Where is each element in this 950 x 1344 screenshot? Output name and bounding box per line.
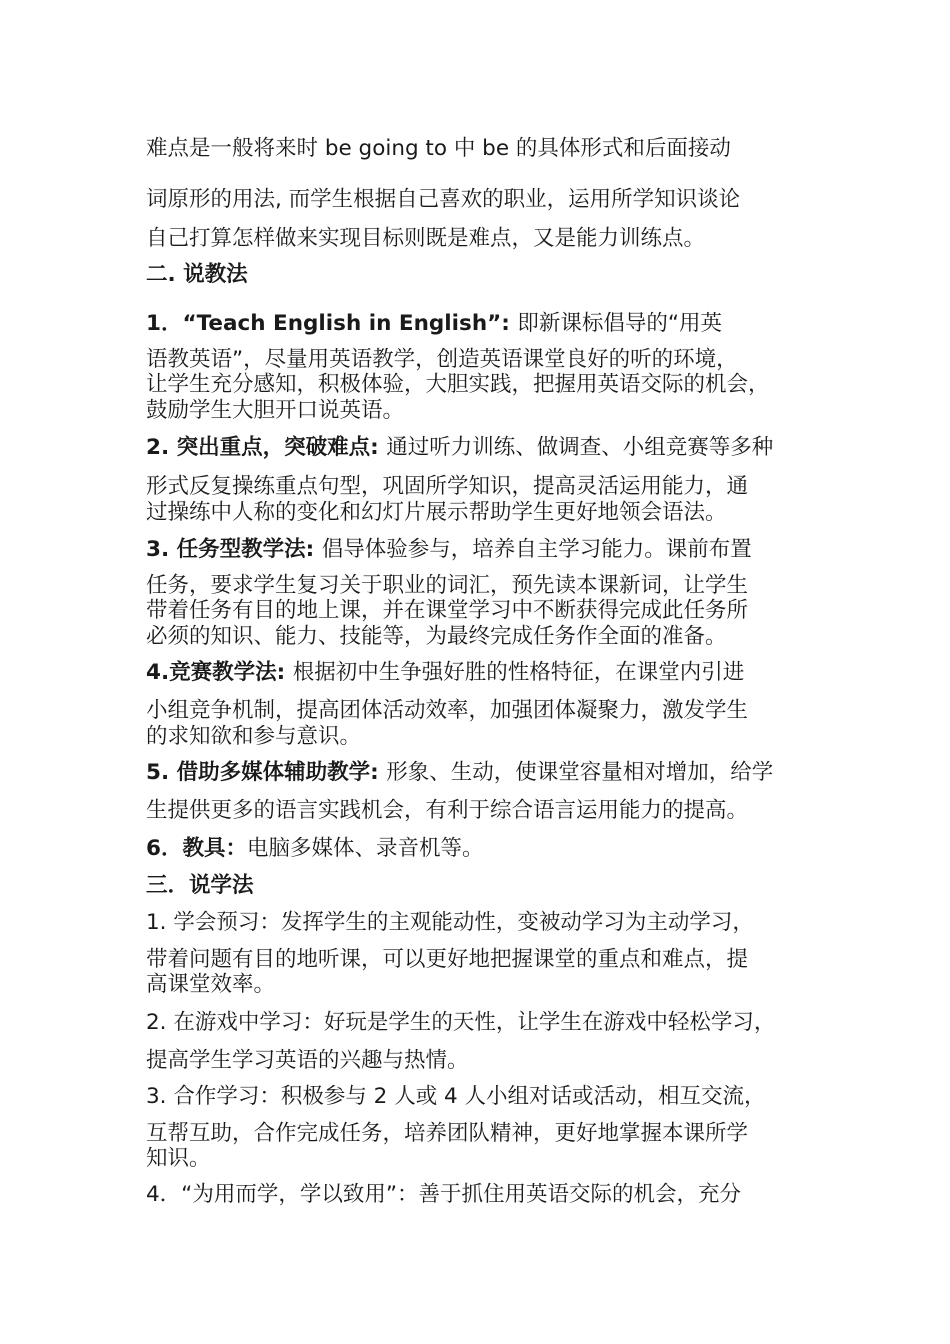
bold-run: 1．“Teach English in English”: [146,311,518,336]
text-run: 4．“为用而学，学以致用”：善于抓住用英语交际的机会，充分 [146,1182,741,1207]
text-line [146,311,816,337]
text-run: 带着任务有目的地上课，并在课堂学习中不断获得完成此任务所 [146,598,749,623]
text-run: 3. 合作学习：积极参与 2 人或 4 人小组对话或活动，相互交流， [146,1084,766,1109]
text-run: 即新课标倡导的“用英 [517,311,722,336]
text-line [146,226,816,252]
text-line [146,598,816,624]
text-line [146,836,816,862]
text-run: 互帮互助，合作完成任务，培养团队精神，更好地掌握本课所学 [146,1121,749,1146]
text-run: 让学生充分感知，积极体验，大胆实践，把握用英语交际的机会， [146,372,770,397]
text-line [146,474,816,500]
text-run: 的求知欲和参与意识。 [146,724,362,749]
text-run: 1. 学会预习：发挥学生的主观能动性，变被动学习为主动学习， [146,910,754,935]
text-line [146,1010,816,1036]
text-line [146,372,816,398]
text-line [146,660,816,686]
text-run: 带着问题有目的地听课，可以更好地把握课堂的重点和难点，提 [146,947,749,972]
text-run: 形象、生动，使课堂容量相对增加，给学 [386,760,774,785]
text-run: 根据初中生争强好胜的性格特征，在课堂内引进 [292,660,745,685]
text-line [146,1048,816,1074]
text-line [146,398,816,424]
text-line [146,1182,816,1208]
text-run: 语教英语”，尽量用英语教学，创造英语课堂良好的听的环境， [146,347,738,372]
text-line [146,435,816,461]
text-run: 高课堂效率。 [146,972,276,997]
text-run: 难点是一般将来时 be going to 中 be 的具体形式和后面接动 [146,136,731,161]
text-line [146,136,816,162]
text-line [146,910,816,936]
bold-run: 2. 突出重点，突破难点: [146,435,387,460]
text-run: 形式反复操练重点句型，巩固所学知识，提高灵活运用能力，通 [146,474,749,499]
text-line [146,500,816,526]
bold-run: 4.竞赛教学法: [146,660,293,685]
text-run: 自己打算怎样做来实现目标则既是难点，又是能力训练点。 [146,226,706,251]
text-run: 提高学生学习英语的兴趣与热情。 [146,1048,469,1073]
text-line [146,798,816,824]
text-line [146,262,816,288]
text-run: 倡导体验参与，培养自主学习能力。课前布置 [321,537,752,562]
text-run: 2. 在游戏中学习：好玩是学生的天性，让学生在游戏中轻松学习， [146,1010,776,1035]
text-line [146,187,816,213]
text-run: 过操练中人称的变化和幻灯片展示帮助学生更好地领会语法。 [146,500,727,525]
text-line [146,972,816,998]
bold-run: 二. 说教法 [146,262,248,287]
text-line [146,624,816,650]
text-line [146,698,816,724]
text-line [146,347,816,373]
bold-run: 三．说学法 [146,873,254,898]
text-line [146,1084,816,1110]
text-line [146,873,816,899]
text-line [146,573,816,599]
bold-run: 5. 借助多媒体辅助教学: [146,760,387,785]
text-line [146,760,816,786]
text-run: 电脑多媒体、录音机等。 [246,836,484,861]
text-run: 知识。 [146,1146,211,1171]
text-run: 小组竞争机制，提高团体活动效率，加强团体凝聚力，激发学生 [146,698,749,723]
text-line [146,1146,816,1172]
text-run: 必须的知识、能力、技能等，为最终完成任务作全面的准备。 [146,624,727,649]
text-line [146,1121,816,1147]
text-run: 任务，要求学生复习关于职业的词汇，预先读本课新词，让学生 [146,573,749,598]
text-run: 生提供更多的语言实践机会，有利于综合语言运用能力的提高。 [146,798,749,823]
text-run: 通过听力训练、做调查、小组竞赛等多种 [386,435,774,460]
text-run: 鼓励学生大胆开口说英语。 [146,398,405,423]
text-run: 词原形的用法, 而学生根据自己喜欢的职业，运用所学知识谈论 [146,187,741,212]
text-line [146,947,816,973]
bold-run: 3. 任务型教学法: [146,537,322,562]
bold-run: 6．教具： [146,836,247,861]
text-line [146,537,816,563]
text-line [146,724,816,750]
